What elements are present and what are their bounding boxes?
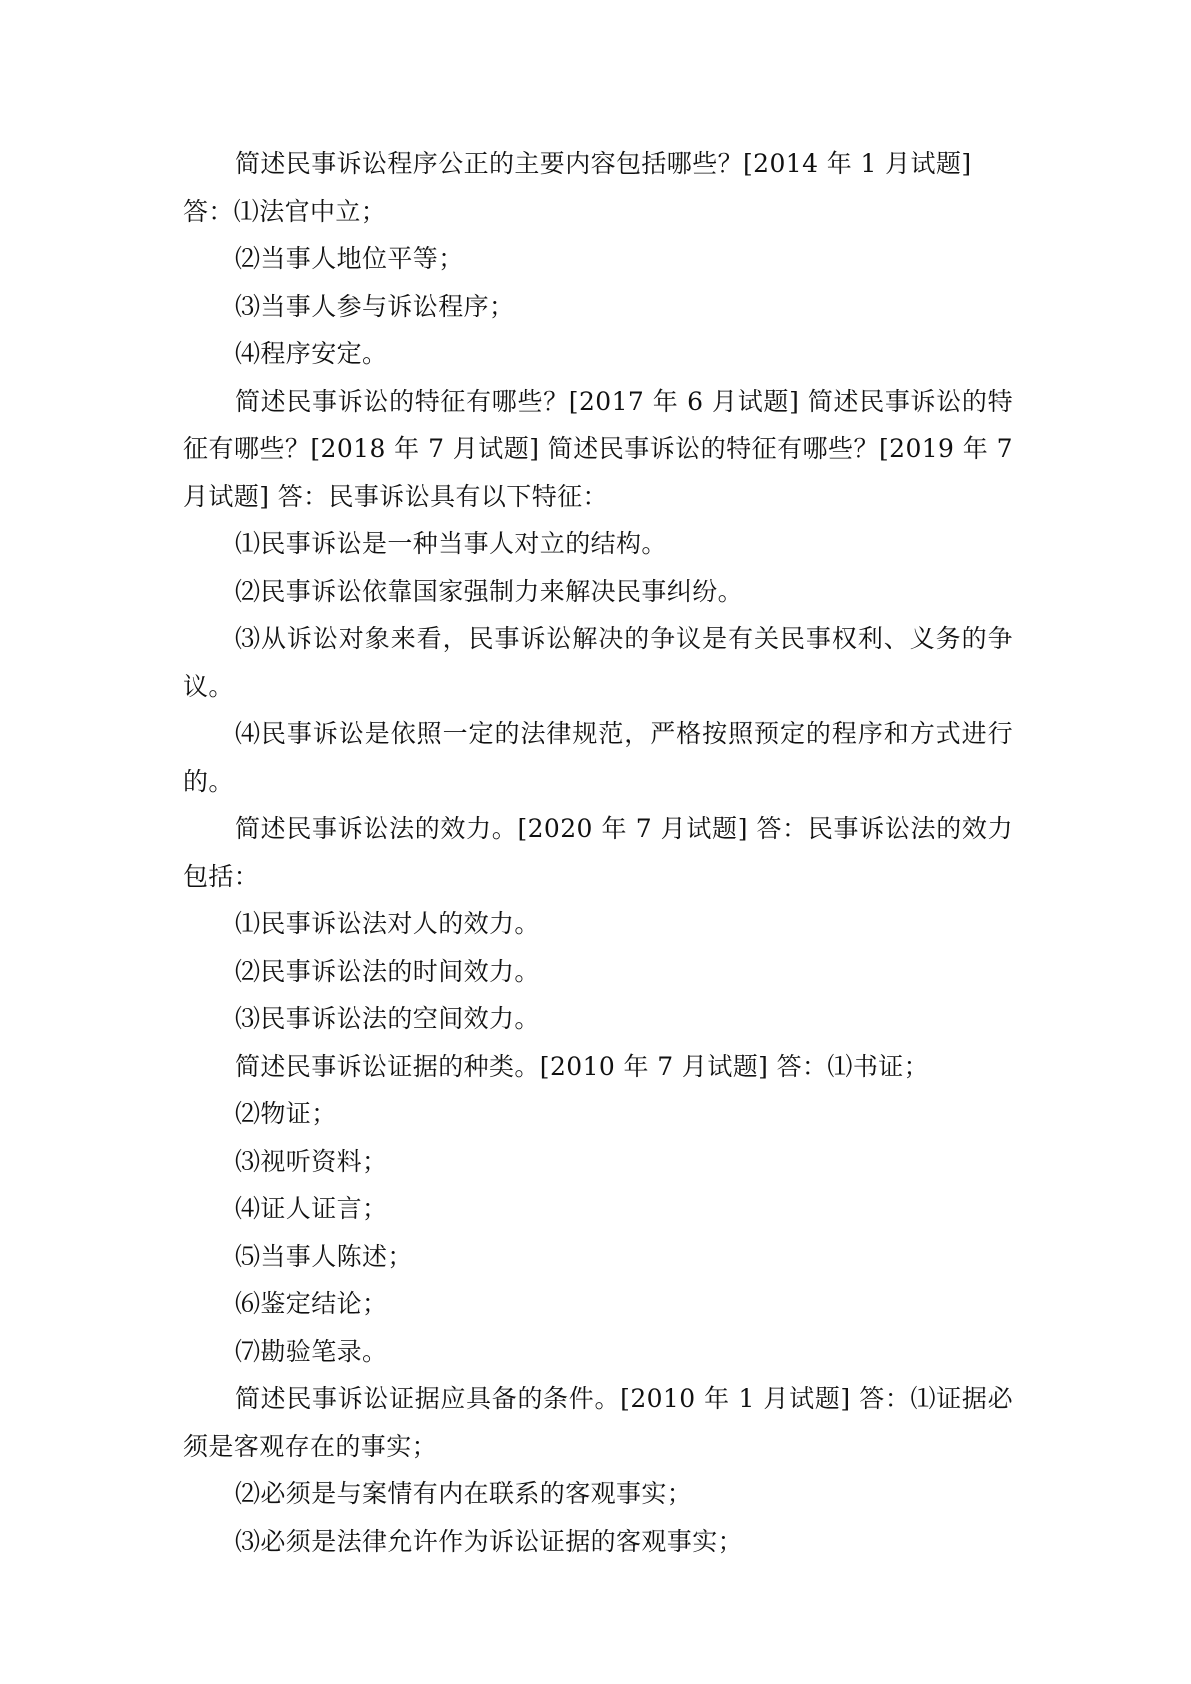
list-item: ⑹鉴定结论； — [235, 1289, 388, 1318]
question-paragraph-evidence-types: 简述民事诉讼证据的种类。[2010 年 7 月试题] 答：⑴书证； — [235, 1051, 930, 1081]
list-item: ⑵物证； — [235, 1099, 337, 1128]
list-item: ⑶从诉讼对象来看，民事诉讼解决的争议是有关民事权利、义务的争议。 — [183, 624, 1013, 701]
list-item: ⑴民事诉讼是一种当事人对立的结构。 — [235, 529, 667, 558]
answer-paragraph: 答：⑴法官中立； — [183, 196, 387, 226]
question-paragraph-procedural-justice: 简述民事诉讼程序公正的主要内容包括哪些？[2014 年 1 月试题] — [235, 149, 972, 178]
list-item: ⑺勘验笔录。 — [235, 1336, 388, 1366]
list-item: ⑵必须是与案情有内在联系的客观事实； — [235, 1479, 693, 1508]
list-item: ⑷民事诉讼是依照一定的法律规范，严格按照预定的程序和方式进行的。 — [183, 719, 1013, 796]
list-item: ⑸当事人陈述； — [235, 1241, 413, 1271]
question-paragraph-civil-litigation-features: 简述民事诉讼的特征有哪些？[2017 年 6 月试题] 简述民事诉讼的特征有哪些？[2018 年 7 月试题] 简述民事诉讼的特征有哪些？[2019 年 7 月试题] 答：民事诉讼具有以下特征： — [183, 386, 1013, 511]
list-item: ⑴民事诉讼法对人的效力。 — [235, 909, 540, 938]
list-item: ⑶视听资料； — [235, 1146, 388, 1176]
list-item: ⑶当事人参与诉讼程序； — [235, 291, 515, 321]
list-item: ⑷程序安定。 — [235, 339, 388, 368]
list-item: ⑶必须是法律允许作为诉讼证据的客观事实； — [235, 1526, 744, 1556]
document-body — [183, 140, 1013, 1565]
list-item: ⑷证人证言； — [235, 1194, 388, 1223]
list-item: ⑵民事诉讼法的时间效力。 — [235, 956, 540, 986]
list-item: ⑵民事诉讼依靠国家强制力来解决民事纠纷。 — [235, 576, 744, 606]
list-item: ⑶民事诉讼法的空间效力。 — [235, 1004, 540, 1033]
list-item: ⑵当事人地位平等； — [235, 244, 464, 273]
question-paragraph-law-effect: 简述民事诉讼法的效力。[2020 年 7 月试题] 答：民事诉讼法的效力包括： — [183, 814, 1013, 891]
question-paragraph-evidence-conditions: 简述民事诉讼证据应具备的条件。[2010 年 1 月试题] 答：⑴证据必须是客观存在的事实； — [183, 1384, 1013, 1461]
